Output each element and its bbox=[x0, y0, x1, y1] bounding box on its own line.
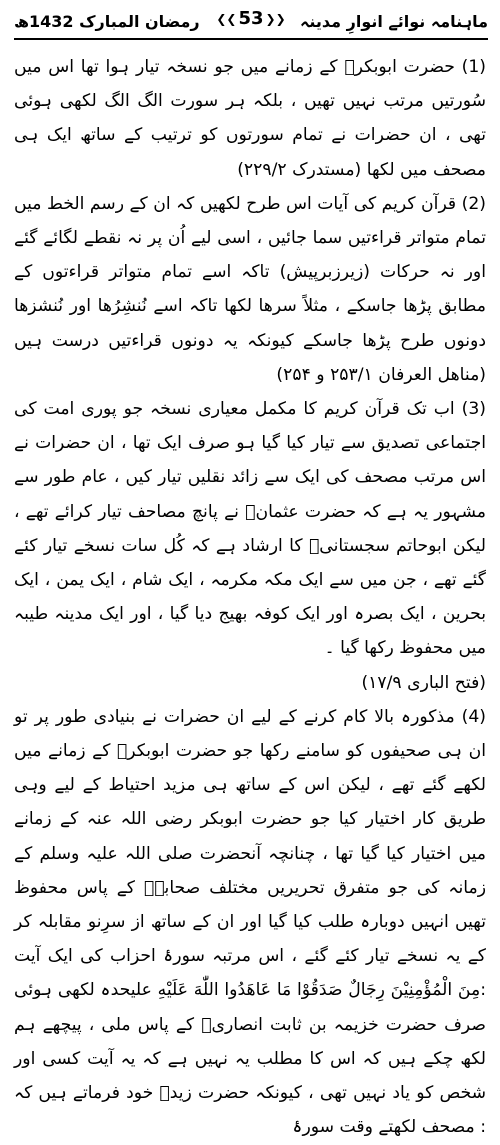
paragraph-4: (4) مذکورہ بالا کام کرنے کے لیے ان حضرات نے بنیادی طور پر تو ان ہی صحیفوں کو سامنے رکھا جو حضرت ابوبکرؓ کے زمانے میں لکھے گئے تھے ، لیکن اس کے ساتھ ہی مزید احتیاط کے لیے وہی طریق کار اختیار کیا جو حضرت ابوبکر رضی اللہ عنہ کے زمانے میں اختیار کیا گیا تھا ، چنانچہ آنحضرت صلی اللہ علیہ وسلم کے زمانہ کی جو متفرق تحریریں مختلف صحابہؓ کے پاس محفوظ تھیں انہیں دوبارہ طلب کیا گیا اور ان کے ساتھ از سرِنو مقابلہ کر کے یہ نسخے تیار کئے گئے ، اس مرتبہ سورۂ احزاب کی ایک آیت :مِنَ الْمُؤْمِنِیْنَ رِجَالٌ صَدَقُوْا مَا عَاهَدُوا اللّٰهَ عَلَیْهِ علیحدہ لکھی ہوئی صرف حضرت خزیمہ بن ثابت انصاریؓ کے پاس ملی ، پیچھے ہم لکھ چکے ہیں کہ اس کا مطلب یہ نہیں ہے کہ یہ آیت کسی اور شخص کو یاد نہیں تھی ، کیونکہ حضرت زیدؓ خود فرماتے ہیں کہ : مصحف لکھتے وقت سورۂ bbox=[14, 706, 486, 1138]
page-number-value: 53 bbox=[238, 8, 264, 29]
issue-date: رمضان المبارک 1432ھ bbox=[14, 12, 200, 31]
magazine-title: ماہنامہ نوائے انوارِ مدینہ bbox=[299, 12, 488, 31]
page-header bbox=[14, 8, 488, 40]
reference-fath-al-bari: (فتح الباری ۱۷/۹) bbox=[361, 672, 486, 693]
page-number bbox=[214, 8, 287, 29]
left-ornament-icon: ❮❮ bbox=[265, 12, 286, 26]
article-body bbox=[14, 50, 486, 1145]
right-ornament-icon: ❯❯ bbox=[216, 12, 237, 26]
paragraph-2: (2) قرآن کریم کی آیات اس طرح لکھیں کہ ان کے رسم الخط میں تمام متواتر قراءتیں سما جائیں ، اسی لیے اُن پر نہ نقطے لگائے گئے اور نہ حرکات (زیرزبرپیش) تاکہ اسے تمام متواتر قراءتوں کے مطابق پڑھا جاسکے ، مثلاً سرھا لکھا تاکہ اسے نُنشِرُھا اور نُنشزھا دونوں طرح پڑھا جاسکے کیونکہ یہ دونوں قراءتیں درست ہیں (مناھل العرفان ۲۵۳/۱ و ۲۵۴) bbox=[14, 193, 486, 385]
paragraph-1: (1) حضرت ابوبکرؓ کے زمانے میں جو نسخہ تیار ہوا تھا اس میں سُورتیں مرتب نہیں تھیں ، بلکہ ہر سورت الگ الگ لکھی ہوئی تھی ، ان حضرات نے تمام سورتوں کو ترتیب کے ساتھ ایک ہی مصحف میں لکھا (مستدرک ۲۲۹/۲) bbox=[14, 57, 486, 180]
paragraph-3: (3) اب تک قرآن کریم کا مکمل معیاری نسخہ جو پوری امت کی اجتماعی تصدیق سے تیار کیا گیا ہو صرف ایک تھا ، ان حضرات نے اس مرتب مصحف کی ایک سے زائد نقلیں تیار کیں ، عام طور سے مشہور یہ ہے کہ حضرت عثمانؓ نے پانچ مصاحف تیار کرائے تھے ، لیکن ابوحاتم سجستانیؒ کا ارشاد ہے کہ کُل سات نسخے تیار کئے گئے تھے ، جن میں سے ایک مکہ مکرمہ ، ایک شام ، ایک یمن ، ایک بحرین ، ایک بصرہ اور ایک کوفہ بھیج دیا گیا ، اور ایک مدینہ طیبہ میں محفوظ رکھا گیا ۔ bbox=[14, 399, 486, 659]
